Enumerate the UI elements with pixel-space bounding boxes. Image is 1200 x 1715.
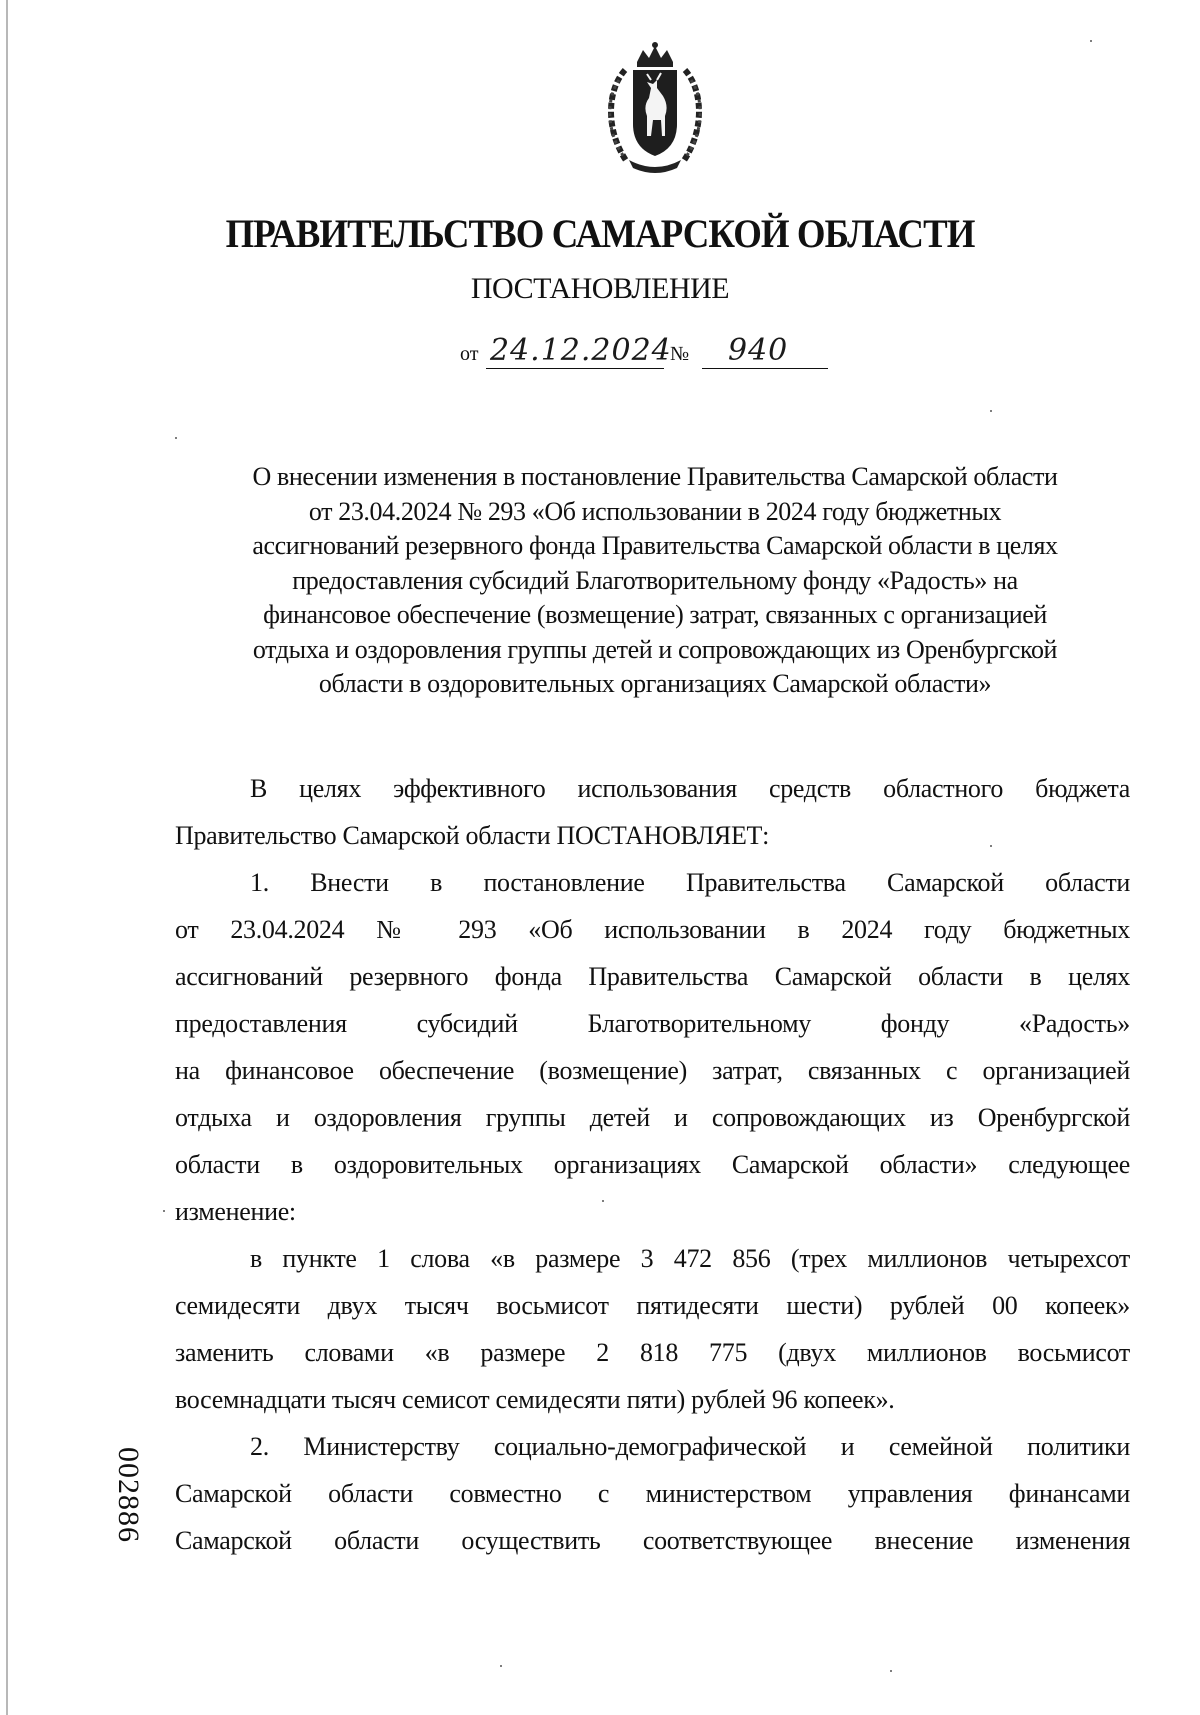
handwritten-date: 24.12.2024 [490,333,672,368]
number-label: № [670,343,690,365]
body-line: 2. Министерству социально-демографической и семейной политики [250,1432,1130,1461]
scan-speck [990,410,992,412]
document-type: ПОСТАНОВЛЕНИЕ [470,272,730,305]
body-line: восемнадцати тысяч семисот семидесяти пяти) рублей 96 копеек». [175,1385,895,1414]
number-underline [702,368,828,369]
government-title: ПРАВИТЕЛЬСТВО САМАРСКОЙ ОБЛАСТИ [225,211,975,256]
body-line: ассигнований резервного фонда Правительства Самарской области в целях [175,962,1130,991]
date-label: от [460,343,479,365]
subject-line: предоставления субсидий Благотворительному фонду «Радость» на [292,565,1018,595]
resolution-subject [175,460,1135,702]
body-line: предоставления субсидий Благотворительному фонду «Радость» [175,1009,1130,1038]
subject-line: финансовое обеспечение (возмещение) затрат, связанных с организацией [263,600,1047,629]
body-line: Правительство Самарской области ПОСТАНОВЛЯЕТ: [175,821,770,850]
subject-line: от 23.04.2024 № 293 «Об использовании в 2024 году бюджетных [308,496,1002,526]
body-line: В целях эффективного использования средств областного бюджета [250,774,1130,803]
scan-speck [1090,40,1092,42]
subject-line: отдыха и оздоровления группы детей и сопровождающих из Оренбургской [252,634,1058,664]
resolution-body [175,765,1130,1564]
scan-edge-line [6,0,8,1715]
body-line: Самарской области совместно с министерством управления финансами [175,1479,1130,1508]
subject-line: О внесении изменения в постановление Правительства Самарской области [252,462,1058,491]
scan-speck [602,1200,604,1202]
handwritten-number: 940 [728,333,789,368]
body-line: области в оздоровительных организациях Самарской области» следующее [175,1150,1130,1179]
body-line: от 23.04.2024 № 293 «Об использовании в 2024 году бюджетных [175,915,1130,944]
body-line: в пункте 1 слова «в размере 3 472 856 (трех миллионов четырехсот [250,1244,1130,1273]
scan-speck [175,437,177,439]
samara-coat-of-arms-icon [585,40,725,180]
body-line: Самарской области осуществить соответствующее внесение изменения [175,1526,1130,1555]
body-line: 1. Внести в постановление Правительства Самарской области [250,868,1130,897]
body-line: заменить словами «в размере 2 818 775 (двух миллионов восьмисот [175,1338,1130,1367]
subject-line: ассигнований резервного фонда Правительства Самарской области в целях [252,531,1058,560]
date-underline [486,368,664,369]
side-serial-number: 002886 [112,1447,145,1543]
scan-speck [990,845,992,847]
body-line: на финансовое обеспечение (возмещение) затрат, связанных с организацией [175,1056,1130,1085]
date-number-line [460,330,860,374]
body-line: семидесяти двух тысяч восьмисот пятидесяти шести) рублей 00 копеек» [175,1291,1130,1320]
scan-speck [163,1210,165,1212]
subject-line: области в оздоровительных организациях Самарской области» [318,669,992,698]
body-line: отдыха и оздоровления группы детей и сопровождающих из Оренбургской [175,1103,1130,1132]
scan-speck [500,1665,502,1667]
body-line: изменение: [175,1197,296,1226]
scan-speck [890,1670,892,1672]
